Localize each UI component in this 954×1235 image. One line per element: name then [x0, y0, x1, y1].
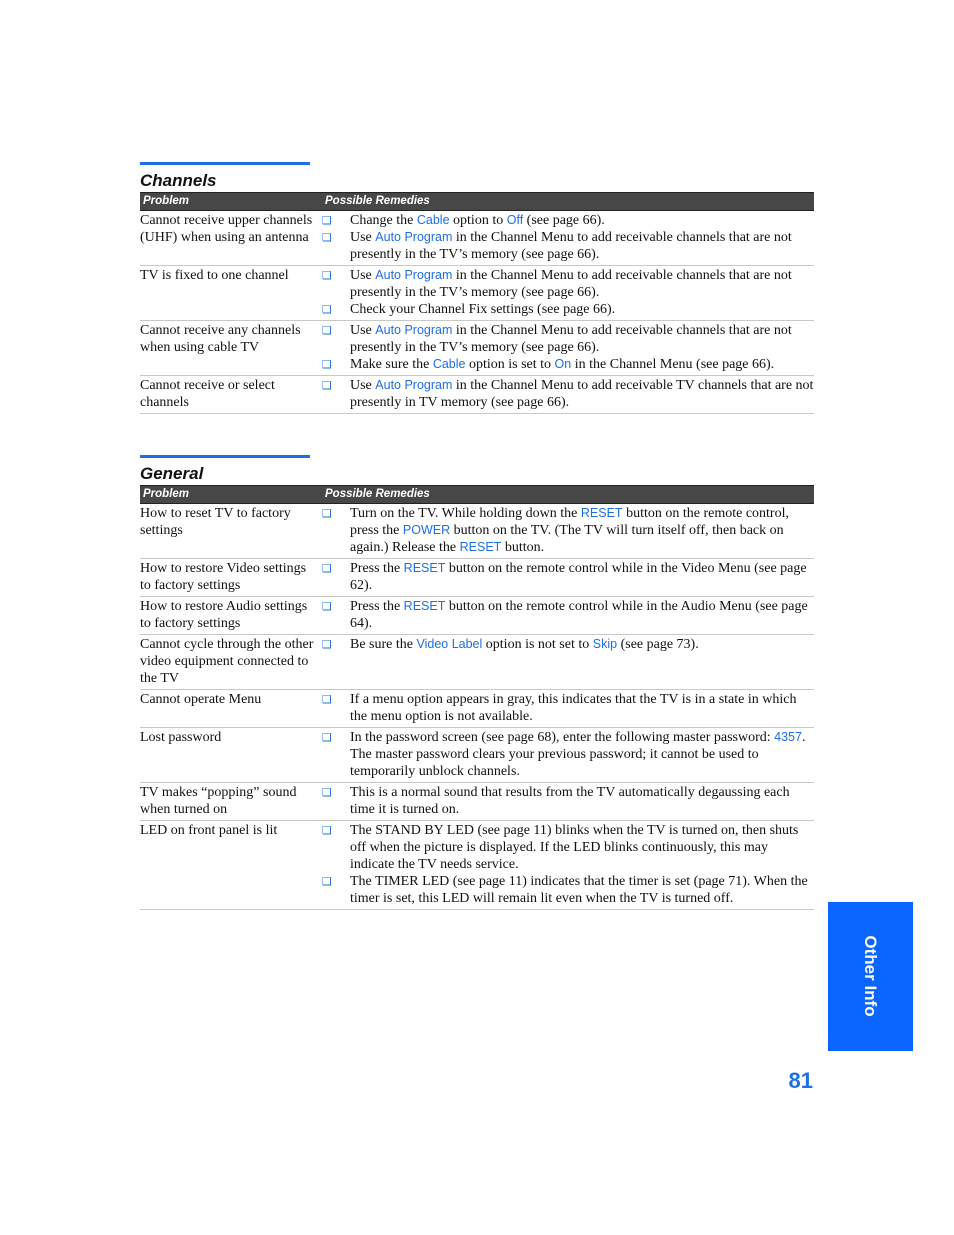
- remedy-text: [350, 729, 814, 780]
- checkbox-bullet-icon: ❑: [322, 231, 332, 244]
- remedy-text: [350, 322, 814, 356]
- remedies-cell: [322, 784, 814, 818]
- remedy-segment: Use: [350, 378, 376, 393]
- checkbox-bullet-icon: ❑: [322, 731, 332, 744]
- remedy-text: [350, 784, 814, 818]
- checkbox-bullet-icon: ❑: [322, 824, 332, 837]
- remedy-segment: The STAND BY LED (see page 11) blinks when the TV is turned on, then shuts off when the picture is displayed. If the LED blinks continuously, this may indicate the TV needs service.: [350, 823, 799, 872]
- remedy-text: [350, 636, 814, 653]
- checkbox-bullet-icon: ❑: [322, 303, 332, 316]
- table-row: [140, 635, 814, 690]
- remedy-item: [322, 822, 814, 873]
- remedy-item: [322, 377, 814, 411]
- remedy-item: [322, 267, 814, 301]
- section-rule: [140, 162, 310, 165]
- remedy-text: [350, 505, 814, 556]
- remedy-item: [322, 598, 814, 632]
- remedy-segment: in the Channel Menu to add receivable channels that are not presently in the TV’s memory (see page 66).: [350, 268, 792, 300]
- table-body: [140, 504, 814, 910]
- remedies-cell: [322, 636, 814, 687]
- table-row: [140, 821, 814, 910]
- remedy-segment: Turn on the TV. While holding down the: [350, 506, 581, 521]
- remedy-segment: button on the TV. (The TV will turn itself off, then back on again.) Release the: [350, 523, 784, 555]
- remedy-item: [322, 505, 814, 556]
- remedy-segment: option is not set to: [482, 637, 593, 652]
- remedy-item: [322, 729, 814, 780]
- remedy-item: [322, 873, 814, 907]
- remedy-segment: Use: [350, 323, 376, 338]
- remedy-item: [322, 691, 814, 725]
- section-title: General: [140, 464, 204, 483]
- remedy-segment: option is set to: [465, 357, 555, 372]
- remedy-segment: Be sure the: [350, 637, 417, 652]
- remedy-segment: This is a normal sound that results from the TV automatically degaussing each time it is turned on.: [350, 785, 790, 817]
- remedy-segment: In the password screen (see page 68), enter the following master password:: [350, 730, 775, 745]
- menu-keyword: POWER: [402, 523, 451, 537]
- remedy-text: [350, 377, 814, 411]
- remedies-cell: [322, 377, 814, 411]
- remedy-item: [322, 784, 814, 818]
- channels-section: [140, 162, 814, 414]
- remedy-text: [350, 873, 814, 907]
- problem-cell: How to restore Audio settings to factory settings: [140, 599, 308, 631]
- checkbox-bullet-icon: ❑: [322, 786, 332, 799]
- general-section: [140, 455, 814, 910]
- remedy-item: [322, 322, 814, 356]
- problem-cell: TV is fixed to one channel: [140, 268, 289, 283]
- remedy-segment: Change the: [350, 213, 417, 228]
- remedy-text: [350, 267, 814, 301]
- problem-cell: Cannot operate Menu: [140, 692, 262, 707]
- remedies-cell: [322, 598, 814, 632]
- problem-cell: TV makes “popping” sound when turned on: [140, 785, 297, 817]
- column-header-remedies: Possible Remedies: [325, 488, 430, 500]
- remedy-text: [350, 598, 814, 632]
- table-row: [140, 783, 814, 821]
- remedy-segment: (see page 66).: [523, 213, 605, 228]
- remedies-cell: [322, 322, 814, 373]
- table-row: [140, 211, 814, 266]
- problem-cell: How to reset TV to factory settings: [140, 506, 291, 538]
- checkbox-bullet-icon: ❑: [322, 507, 332, 520]
- checkbox-bullet-icon: ❑: [322, 562, 332, 575]
- checkbox-bullet-icon: ❑: [322, 214, 332, 227]
- menu-keyword: Cable: [416, 213, 450, 227]
- remedy-text: [350, 356, 814, 373]
- column-header-problem: Problem: [143, 195, 190, 207]
- remedy-item: [322, 212, 814, 229]
- problem-cell: Lost password: [140, 730, 222, 745]
- remedy-segment: Press the: [350, 561, 404, 576]
- remedies-cell: [322, 729, 814, 780]
- table-row: [140, 559, 814, 597]
- table-row: [140, 266, 814, 321]
- remedy-segment: Use: [350, 268, 376, 283]
- remedy-segment: button.: [501, 540, 545, 555]
- table-header: [140, 485, 814, 504]
- remedy-text: [350, 301, 814, 318]
- problem-cell: LED on front panel is lit: [140, 823, 278, 838]
- table-row: [140, 597, 814, 635]
- remedies-cell: [322, 267, 814, 318]
- remedy-segment: in the Channel Menu to add receivable TV channels that are not presently in TV memory (see page 66).: [350, 378, 814, 410]
- side-tab-label: Other Info: [861, 935, 880, 1017]
- remedy-segment: in the Channel Menu (see page 66).: [571, 357, 775, 372]
- remedy-segment: Use: [350, 230, 376, 245]
- remedies-cell: [322, 212, 814, 263]
- remedy-item: [322, 356, 814, 373]
- checkbox-bullet-icon: ❑: [322, 693, 332, 706]
- remedy-item: [322, 560, 814, 594]
- menu-keyword: Auto Program: [375, 268, 453, 282]
- remedy-segment: button on the remote control while in the Audio Menu (see page 64).: [350, 599, 808, 631]
- remedies-cell: [322, 822, 814, 907]
- remedy-segment: . The master password clears your previous password; it cannot be used to temporarily unblock channels.: [350, 730, 806, 779]
- checkbox-bullet-icon: ❑: [322, 875, 332, 888]
- remedy-text: [350, 212, 814, 229]
- problem-cell: Cannot cycle through the other video equipment connected to the TV: [140, 637, 314, 686]
- page-number: 81: [788, 1068, 813, 1093]
- table-row: [140, 321, 814, 376]
- menu-keyword: Skip: [592, 637, 618, 651]
- checkbox-bullet-icon: ❑: [322, 638, 332, 651]
- checkbox-bullet-icon: ❑: [322, 358, 332, 371]
- remedy-segment: in the Channel Menu to add receivable channels that are not presently in the TV’s memory (see page 66).: [350, 323, 792, 355]
- remedy-text: [350, 691, 814, 725]
- remedy-segment: Check your Channel Fix settings (see page 66).: [350, 302, 616, 317]
- table-row: [140, 376, 814, 414]
- table-header: [140, 192, 814, 211]
- menu-keyword: Auto Program: [375, 230, 453, 244]
- menu-keyword: RESET: [403, 561, 446, 575]
- remedy-segment: button on the remote control while in the Video Menu (see page 62).: [350, 561, 807, 593]
- remedy-segment: button on the remote control, press the: [350, 506, 789, 538]
- checkbox-bullet-icon: ❑: [322, 600, 332, 613]
- remedy-segment: The TIMER LED (see page 11) indicates that the timer is set (page 71). When the timer is set, this LED will remain lit even when the TV is turned off.: [350, 874, 808, 906]
- remedy-text: [350, 822, 814, 873]
- checkbox-bullet-icon: ❑: [322, 324, 332, 337]
- menu-keyword: Auto Program: [375, 378, 453, 392]
- remedy-segment: Make sure the: [350, 357, 433, 372]
- remedy-text: [350, 229, 814, 263]
- menu-keyword: Auto Program: [375, 323, 453, 337]
- column-header-problem: Problem: [143, 488, 190, 500]
- remedy-item: [322, 636, 814, 653]
- remedy-item: [322, 301, 814, 318]
- remedies-cell: [322, 560, 814, 594]
- problem-cell: Cannot receive any channels when using cable TV: [140, 323, 301, 355]
- menu-keyword: Cable: [432, 357, 466, 371]
- section-title: Channels: [140, 171, 217, 190]
- table-body: [140, 211, 814, 414]
- menu-keyword: RESET: [459, 540, 502, 554]
- remedy-segment: in the Channel Menu to add receivable channels that are not presently in the TV’s memory (see page 66).: [350, 230, 792, 262]
- remedies-cell: [322, 691, 814, 725]
- remedy-item: [322, 229, 814, 263]
- checkbox-bullet-icon: ❑: [322, 379, 332, 392]
- checkbox-bullet-icon: ❑: [322, 269, 332, 282]
- side-tab: [828, 902, 913, 1051]
- menu-keyword: On: [554, 357, 572, 371]
- menu-keyword: Video Label: [416, 637, 483, 651]
- column-header-remedies: Possible Remedies: [325, 195, 430, 207]
- menu-keyword: RESET: [580, 506, 623, 520]
- problem-cell: Cannot receive or select channels: [140, 378, 275, 410]
- table-row: [140, 728, 814, 783]
- remedies-cell: [322, 505, 814, 556]
- menu-keyword: 4357: [774, 730, 802, 744]
- remedy-segment: option to: [449, 213, 507, 228]
- problem-cell: Cannot receive upper channels (UHF) when using an antenna: [140, 213, 313, 245]
- table-row: [140, 504, 814, 559]
- menu-keyword: Off: [506, 213, 524, 227]
- menu-keyword: RESET: [403, 599, 446, 613]
- remedy-segment: (see page 73).: [617, 637, 699, 652]
- section-rule: [140, 455, 310, 458]
- remedy-segment: Press the: [350, 599, 404, 614]
- problem-cell: How to restore Video settings to factory settings: [140, 561, 307, 593]
- remedy-segment: If a menu option appears in gray, this indicates that the TV is in a state in which the menu option is not available.: [350, 692, 797, 724]
- remedy-text: [350, 560, 814, 594]
- table-row: [140, 690, 814, 728]
